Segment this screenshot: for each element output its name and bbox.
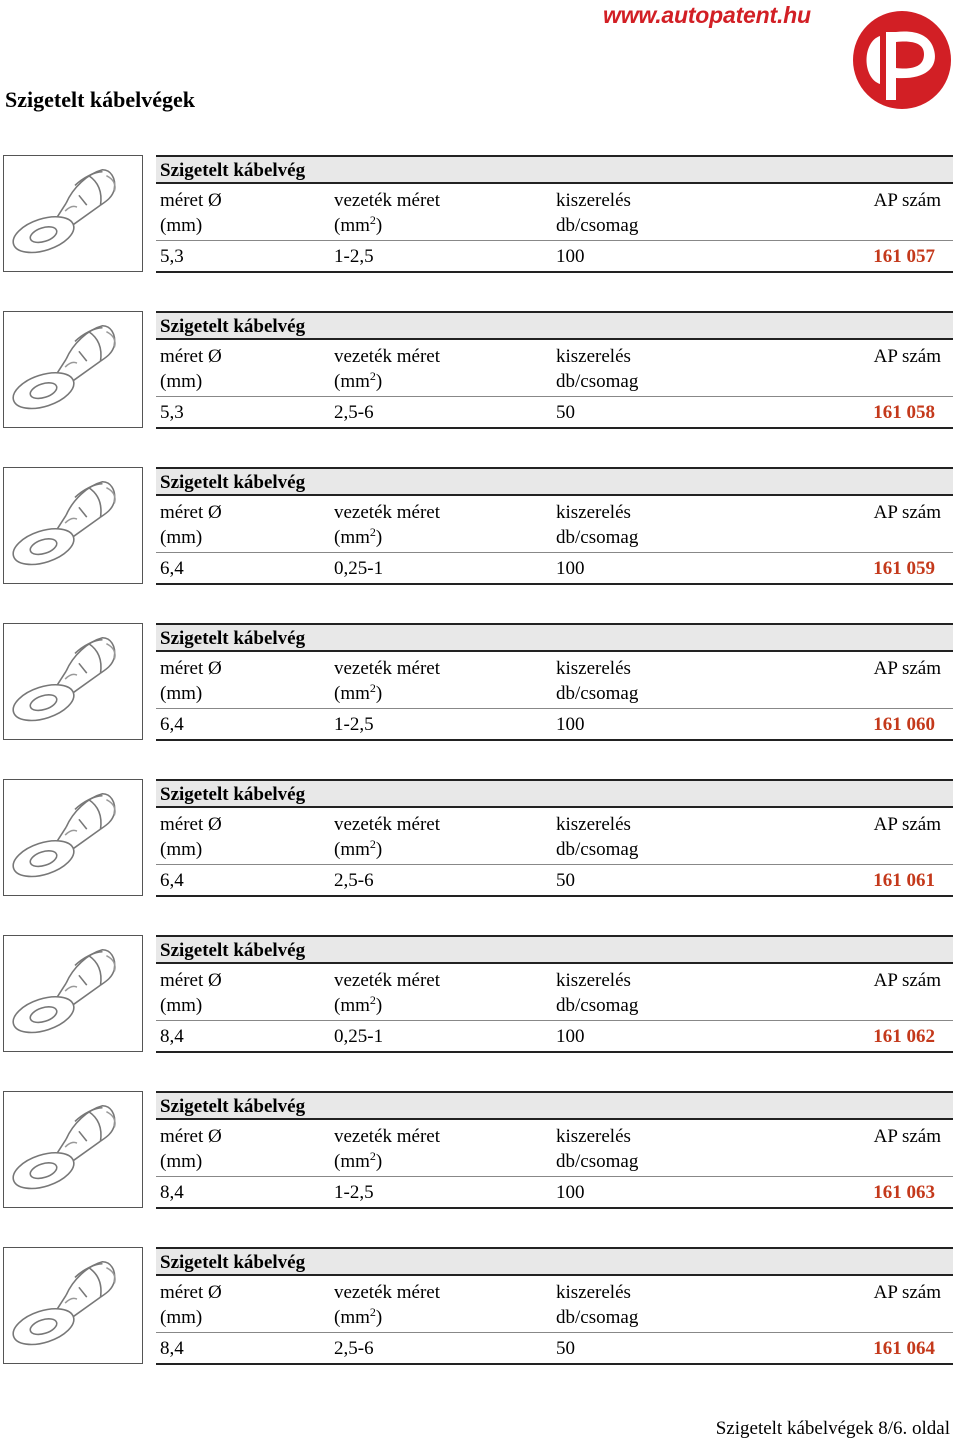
ap-label: AP szám [873, 190, 941, 211]
wire-value: 0,25-1 [334, 1026, 384, 1047]
pack-value: 50 [556, 870, 575, 891]
product-image [3, 311, 143, 428]
product-title: Szigetelt kábelvég [160, 940, 306, 961]
spec-header [156, 779, 953, 808]
spec-header [156, 623, 953, 652]
ap-label: AP szám [873, 346, 941, 367]
spec-header [156, 935, 953, 964]
row-bottom-rule [156, 1051, 953, 1053]
ap-number[interactable]: 161 062 [873, 1026, 935, 1047]
wire-value: 1-2,5 [334, 1182, 374, 1203]
product-block [0, 623, 960, 743]
pack-value: 50 [556, 402, 575, 423]
pack-label: kiszerelés db/csomag [556, 502, 639, 548]
wire-label: vezeték méret $(mm^2)$ [334, 346, 441, 392]
size-value: 5,3 [160, 402, 184, 423]
size-value: 6,4 [160, 714, 184, 735]
row-bottom-rule [156, 1207, 953, 1209]
spec-header [156, 311, 953, 340]
row-divider [156, 240, 953, 241]
row-divider [156, 708, 953, 709]
pack-label: kiszerelés db/csomag [556, 346, 639, 392]
size-value: 6,4 [160, 558, 184, 579]
page-footer: Szigetelt kábelvégek 8/6. oldal [715, 1418, 950, 1439]
pack-value: 100 [556, 246, 585, 267]
wire-label: vezeték méret $(mm^2)$ [334, 658, 441, 704]
size-label: méret Ø (mm) [160, 190, 222, 236]
pack-label: kiszerelés db/csomag [556, 190, 639, 236]
ap-label: AP szám [873, 1282, 941, 1303]
pack-label: kiszerelés db/csomag [556, 1282, 639, 1328]
size-value: 8,4 [160, 1026, 184, 1047]
wire-label: vezeték méret $(mm^2)$ [334, 502, 441, 548]
row-bottom-rule [156, 271, 953, 273]
ap-number[interactable]: 161 058 [873, 402, 935, 423]
ap-label: AP szám [873, 658, 941, 679]
product-title: Szigetelt kábelvég [160, 1252, 306, 1273]
ring-terminal-icon [4, 780, 142, 895]
pack-value: 100 [556, 1026, 585, 1047]
product-block [0, 1091, 960, 1211]
ap-number[interactable]: 161 057 [873, 246, 935, 267]
product-title: Szigetelt kábelvég [160, 472, 306, 493]
spec-table [156, 155, 953, 273]
row-divider [156, 552, 953, 553]
spec-table [156, 467, 953, 585]
pack-label: kiszerelés db/csomag [556, 970, 639, 1016]
row-bottom-rule [156, 739, 953, 741]
product-block [0, 155, 960, 275]
ring-terminal-icon [4, 1248, 142, 1363]
ap-label: AP szám [873, 502, 941, 523]
pack-value: 100 [556, 558, 585, 579]
wire-label: vezeték méret $(mm^2)$ [334, 1126, 441, 1172]
product-block [0, 311, 960, 431]
spec-table [156, 779, 953, 897]
ring-terminal-icon [4, 156, 142, 271]
ap-number[interactable]: 161 059 [873, 558, 935, 579]
pack-label: kiszerelés db/csomag [556, 1126, 639, 1172]
size-label: méret Ø (mm) [160, 970, 222, 1016]
product-title: Szigetelt kábelvég [160, 1096, 306, 1117]
ap-label: AP szám [873, 1126, 941, 1147]
product-image [3, 779, 143, 896]
ap-label: AP szám [873, 970, 941, 991]
wire-label: vezeték méret $(mm^2)$ [334, 1282, 441, 1328]
product-block [0, 467, 960, 587]
pack-label: kiszerelés db/csomag [556, 814, 639, 860]
spec-header [156, 1247, 953, 1276]
row-bottom-rule [156, 895, 953, 897]
spec-table [156, 623, 953, 741]
spec-table [156, 1091, 953, 1209]
ring-terminal-icon [4, 624, 142, 739]
wire-label: vezeték méret $(mm^2)$ [334, 814, 441, 860]
product-title: Szigetelt kábelvég [160, 784, 306, 805]
wire-label: vezeték méret $(mm^2)$ [334, 190, 441, 236]
wire-label: vezeték méret $(mm^2)$ [334, 970, 441, 1016]
size-label: méret Ø (mm) [160, 814, 222, 860]
row-bottom-rule [156, 583, 953, 585]
ring-terminal-icon [4, 468, 142, 583]
pack-value: 100 [556, 1182, 585, 1203]
row-bottom-rule [156, 427, 953, 429]
product-image [3, 935, 143, 1052]
ap-number[interactable]: 161 063 [873, 1182, 935, 1203]
product-block [0, 779, 960, 899]
product-image [3, 623, 143, 740]
pack-label: kiszerelés db/csomag [556, 658, 639, 704]
spec-header [156, 467, 953, 496]
size-label: méret Ø (mm) [160, 1282, 222, 1328]
row-divider [156, 1020, 953, 1021]
product-image [3, 1247, 143, 1364]
product-title: Szigetelt kábelvég [160, 160, 306, 181]
ap-number[interactable]: 161 060 [873, 714, 935, 735]
size-label: méret Ø (mm) [160, 658, 222, 704]
autopatent-logo-icon [850, 8, 954, 112]
product-title: Szigetelt kábelvég [160, 316, 306, 337]
ring-terminal-icon [4, 1092, 142, 1207]
wire-value: 1-2,5 [334, 246, 374, 267]
size-label: méret Ø (mm) [160, 1126, 222, 1172]
spec-header [156, 155, 953, 184]
ap-number[interactable]: 161 061 [873, 870, 935, 891]
ap-number[interactable]: 161 064 [873, 1338, 935, 1359]
product-title: Szigetelt kábelvég [160, 628, 306, 649]
wire-value: 2,5-6 [334, 870, 374, 891]
product-block [0, 1247, 960, 1367]
row-divider [156, 1176, 953, 1177]
page-title: Szigetelt kábelvégek [5, 87, 196, 112]
size-value: 8,4 [160, 1182, 184, 1203]
wire-value: 2,5-6 [334, 402, 374, 423]
spec-table [156, 935, 953, 1053]
row-bottom-rule [156, 1363, 953, 1365]
spec-header [156, 1091, 953, 1120]
wire-value: 1-2,5 [334, 714, 374, 735]
ap-label: AP szám [873, 814, 941, 835]
size-value: 5,3 [160, 246, 184, 267]
row-divider [156, 396, 953, 397]
spec-table [156, 311, 953, 429]
wire-value: 2,5-6 [334, 1338, 374, 1359]
ring-terminal-icon [4, 936, 142, 1051]
row-divider [156, 864, 953, 865]
product-image [3, 1091, 143, 1208]
product-image [3, 467, 143, 584]
wire-value: 0,25-1 [334, 558, 384, 579]
spec-table [156, 1247, 953, 1365]
row-divider [156, 1332, 953, 1333]
size-label: méret Ø (mm) [160, 346, 222, 392]
pack-value: 100 [556, 714, 585, 735]
size-value: 8,4 [160, 1338, 184, 1359]
size-value: 6,4 [160, 870, 184, 891]
product-block [0, 935, 960, 1055]
site-url[interactable]: www.autopatent.hu [603, 2, 811, 28]
pack-value: 50 [556, 1338, 575, 1359]
product-image [3, 155, 143, 272]
ring-terminal-icon [4, 312, 142, 427]
size-label: méret Ø (mm) [160, 502, 222, 548]
